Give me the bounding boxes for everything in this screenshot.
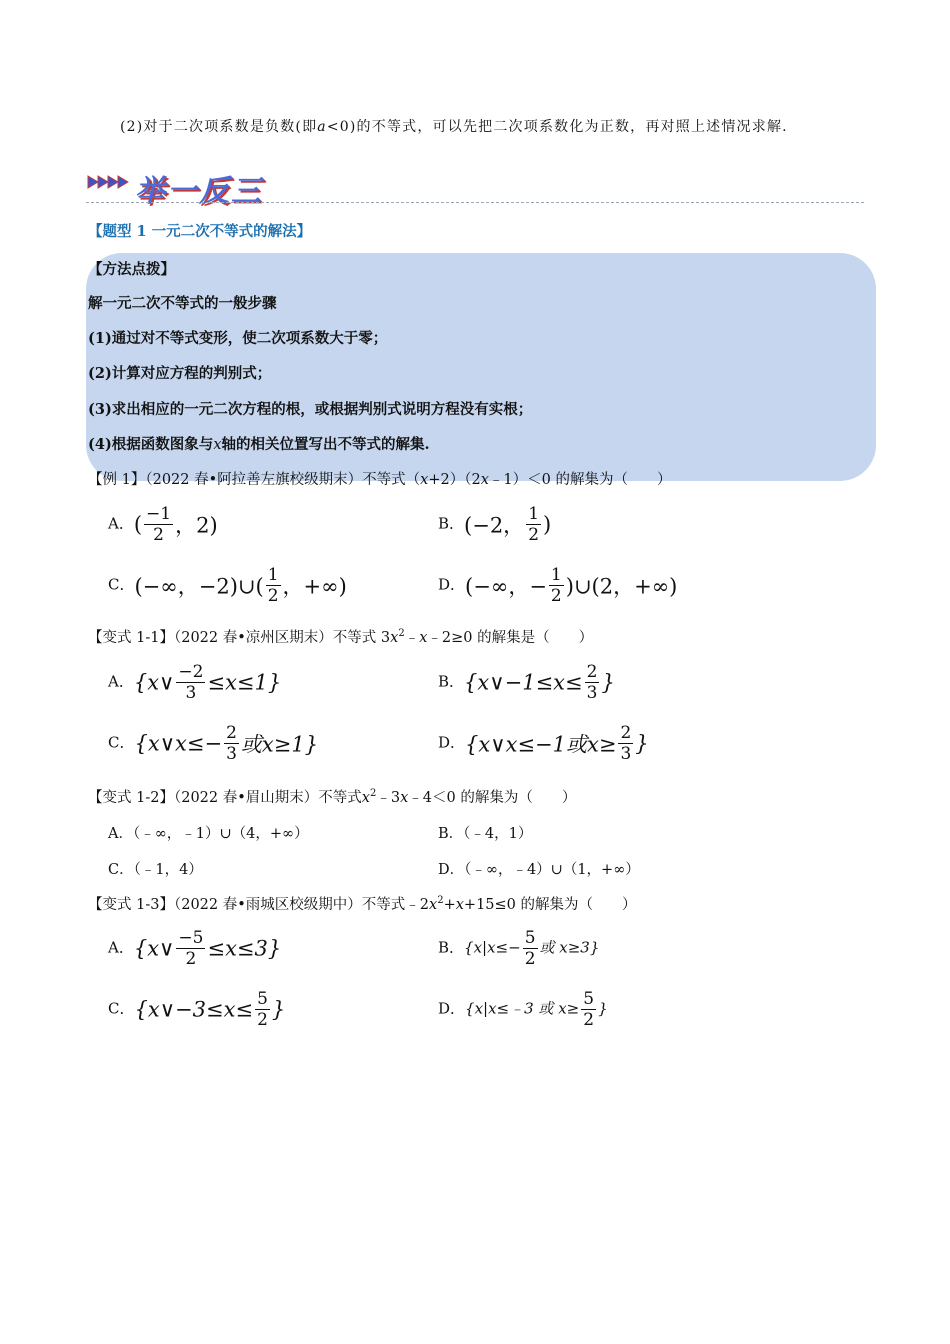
option-label: A． [108,514,134,533]
option-label: B． [438,672,465,691]
fraction-numerator: 5 [257,989,268,1009]
variant-1-1-option-d[interactable] [438,723,649,764]
fraction-denominator: 2 [257,1010,268,1030]
method-line-3: (2)计算对应方程的判别式； [88,365,272,382]
option-pre: {x∨x≤− [134,731,223,756]
example-1-question [88,468,671,489]
fraction-numerator: 5 [583,989,595,1009]
method-line-5-var: x [213,437,222,453]
example-1-var-a: x [420,472,429,488]
option-fraction [176,928,205,969]
fraction-denominator: 2 [185,949,197,969]
fraction-numerator: −5 [178,928,204,948]
fraction-denominator: 3 [586,683,598,703]
option-fraction [526,504,541,545]
banner-divider [86,202,864,203]
fraction-denominator: 3 [185,683,197,703]
variant-1-1-rest: ﹣ [404,630,420,646]
fraction-numerator: 5 [524,928,536,948]
variant-1-1-var: x [390,630,399,646]
option-label: D． [438,999,466,1018]
variant-1-3-src: （2022 春•雨城区校级期中）不等式﹣2 [173,897,430,913]
method-title: 【方法点拨】 [88,261,175,278]
option-pre: (−∞，− [465,574,547,599]
option-post: ) [543,512,552,537]
fraction-numerator: 1 [267,565,279,585]
variant-1-2-var-2: x [400,790,409,806]
variant-1-3-option-d[interactable] [438,989,608,1030]
example-1-tag: 【例 1】 [88,472,146,488]
example-1-expr-a: +2）（2 [428,472,481,488]
option-fraction [255,989,270,1030]
fraction-numerator: 1 [550,565,562,585]
option-label: B． [438,514,465,533]
option-post: ，2) [175,513,218,538]
option-post: ，+∞) [282,574,347,599]
variant-1-2-option-c[interactable]: C．（﹣1，4） [108,862,203,878]
example-1-expr-b: ﹣1）＜0 的解集为（ ） [488,472,672,488]
option-label: C． [108,575,135,594]
fraction-denominator: 2 [528,525,540,545]
intro-paragraph [120,116,788,136]
fraction-numerator: −1 [146,504,172,524]
option-fraction [549,565,564,606]
variant-1-3-tag: 【变式 1-3】 [88,897,174,913]
option-post: ≤x≤1} [207,670,282,695]
option-label: D． [438,575,466,594]
option-post: } [598,999,608,1018]
example-1-src: （2022 春•阿拉善左旗校级期末）不等式（ [145,472,421,488]
intro-text-a: (2)对于二次项系数是负数(即 [120,119,318,135]
variant-1-3-option-a[interactable] [108,928,281,969]
option-label: C． [108,733,135,752]
fraction-numerator: 1 [528,504,540,524]
variant-1-1-question [88,626,593,647]
option-pre: {x|x≤− [464,938,521,957]
fraction-denominator: 3 [226,744,237,764]
fraction-numerator: 2 [226,723,237,743]
variant-1-3-rest-2: +15≤0 的解集为（ ） [463,897,637,913]
variant-1-2-rest-2: ﹣4＜0 的解集为（ ） [408,790,577,806]
fraction-denominator: 2 [550,586,562,606]
fraction-numerator: −2 [178,662,204,682]
fraction-denominator: 2 [153,525,164,545]
variant-1-1-var-2: x [419,630,428,646]
option-label: B． [438,938,465,957]
variant-1-3-sup: 2 [437,895,444,907]
variant-1-2-rest: ﹣3 [376,790,401,806]
method-line-5 [88,433,430,454]
variant-1-1-option-b[interactable] [438,662,615,703]
method-line-1: 解一元二次不等式的一般步骤 [88,295,277,312]
option-fraction [581,989,596,1030]
fraction-denominator: 3 [620,744,632,764]
example-1-var-b: x [480,472,489,488]
variant-1-2-option-a[interactable]: A．（﹣∞，﹣1）∪（4，+∞） [108,826,309,842]
option-pre: {x∨ [133,936,175,961]
variant-1-1-sup: 2 [398,628,405,640]
variant-1-2-var: x [361,790,370,806]
option-fraction [585,662,600,703]
variant-1-2-tag: 【变式 1-2】 [88,790,174,806]
example-1-option-b[interactable] [438,504,551,545]
option-post: ≤x≤3} [207,936,282,961]
option-post: 或 x≥3} [539,938,600,957]
option-fraction [618,723,633,764]
option-fraction [176,662,205,703]
variant-1-2-question [88,786,576,807]
intro-var: a [317,119,327,135]
variant-1-3-option-b[interactable] [438,928,599,969]
variant-1-2-sup: 2 [369,788,377,800]
variant-1-2-option-b[interactable]: B．（﹣4，1） [438,826,533,842]
variant-1-1-option-c[interactable] [108,723,318,764]
fraction-denominator: 2 [267,586,279,606]
option-pre: (−∞，−2)∪( [134,574,264,599]
option-pre: (−2， [464,513,525,538]
option-post: } [601,670,615,695]
option-fraction [266,565,281,606]
intro-text-b: <0)的不等式，可以先把二次项系数化为正数，再对照上述情况求解. [326,119,788,135]
variant-1-1-src: （2022 春•凉州区期末）不等式 3 [173,630,391,646]
option-pre: {x∨ [133,670,175,695]
example-1-option-a[interactable] [108,504,218,545]
variant-1-2-option-d[interactable]: D．（﹣∞，﹣4）∪（1，+∞） [438,862,640,878]
fraction-denominator: 2 [524,949,536,969]
option-post: } [635,731,649,756]
option-pre: {x∨−3≤x≤ [134,997,254,1022]
variant-1-2-src: （2022 春•眉山期末）不等式 [173,790,362,806]
fraction-denominator: 2 [583,1010,595,1030]
example-1-option-c[interactable] [108,565,347,606]
fraction-numerator: 2 [620,723,632,743]
variant-1-1-tag: 【变式 1-1】 [88,630,174,646]
topic-heading: 【题型 1 一元二次不等式的解法】 [88,223,312,240]
option-pre: {x∨x≤−1或x≥ [465,732,617,757]
variant-1-3-question [88,893,637,914]
variant-1-1-option-a[interactable] [108,662,281,703]
example-1-option-d[interactable] [438,565,677,606]
option-post: } [271,997,286,1022]
option-pre: {x|x≤﹣3 或 x≥ [465,999,580,1018]
variant-1-3-var: x [429,897,438,913]
variant-1-3-var-2: x [455,897,464,913]
option-fraction [224,723,239,764]
method-line-2: (1)通过对不等式变形，使二次项系数大于零； [88,330,388,347]
variant-1-1-rest-2: ﹣2≥0 的解集是（ ） [427,630,594,646]
option-pre: ( [133,512,143,537]
option-pre: {x∨−1≤x≤ [464,670,583,695]
method-line-4: (3)求出相应的一元二次方程的根，或根据判别式说明方程没有实根； [88,401,533,418]
option-post: 或x≥1} [240,732,319,757]
option-fraction [144,504,173,545]
option-label: A． [108,938,134,957]
option-fraction [523,928,538,969]
option-label: C． [108,999,135,1018]
variant-1-3-option-c[interactable] [108,989,285,1030]
method-line-5-b: 轴的相关位置写出不等式的解集. [221,436,430,453]
variant-1-3-rest: + [443,897,456,913]
banner-title: 举一反三 [135,174,263,209]
option-post: )∪(2，+∞) [565,574,678,599]
fraction-numerator: 2 [586,662,598,682]
option-label: A． [108,672,134,691]
method-line-5-a: (4)根据函数图象与 [88,436,214,453]
option-label: D． [438,733,466,752]
